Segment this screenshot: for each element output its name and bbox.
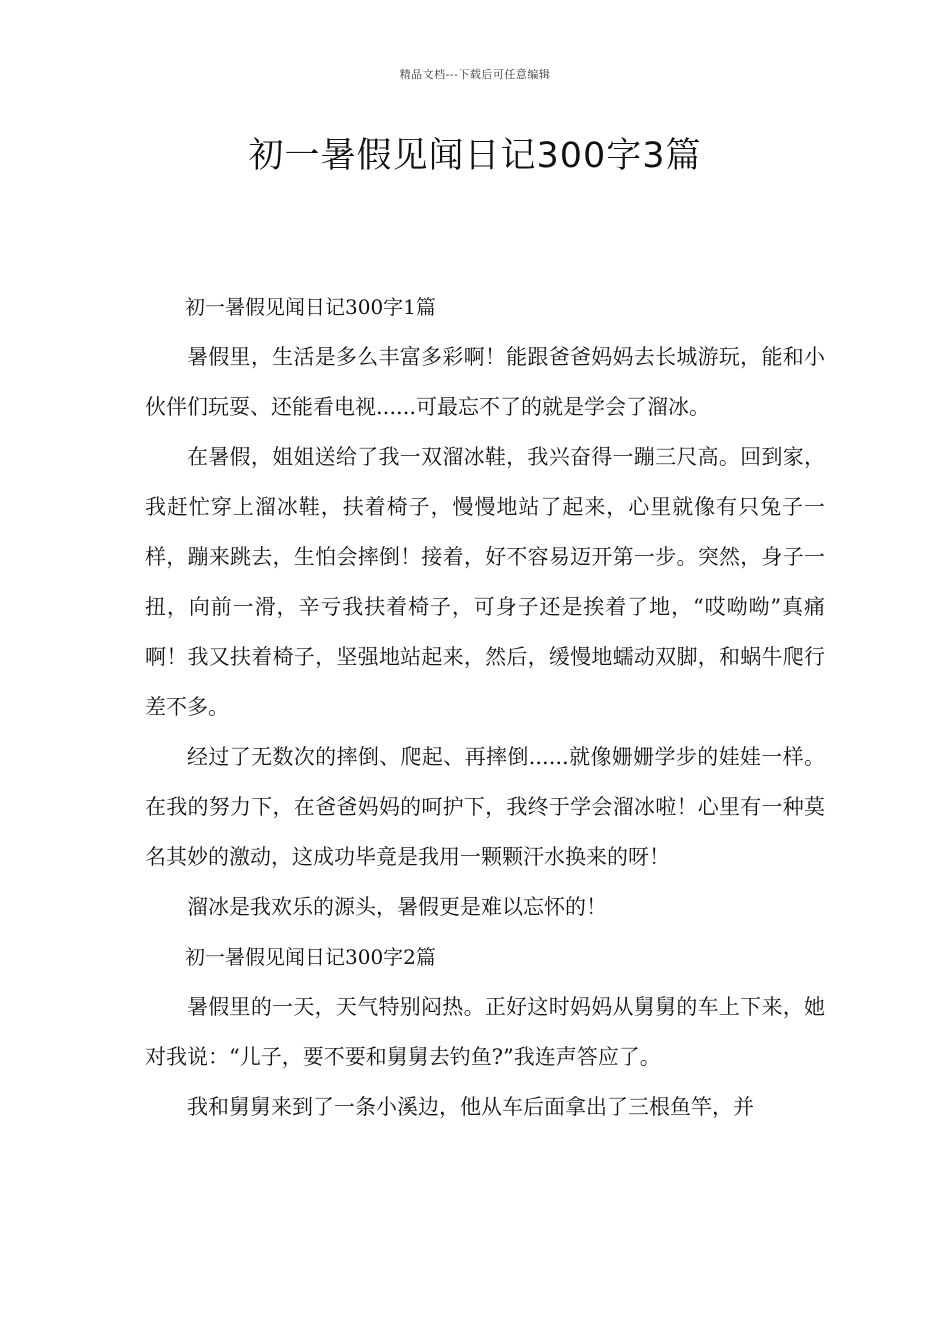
header-note: 精品文档---下载后可任意编辑 [399,68,551,81]
paragraph: 在暑假，姐姐送给了我一双溜冰鞋，我兴奋得一蹦三尺高。回到家，我赶忙穿上溜冰鞋，扶着椅子，慢慢地站了起来，心里就像有只兔子一样，蹦来跳去，生怕会摔倒！接着，好不容易迈开第一步。突然，身子一扭，向前一滑，辛亏我扶着椅子，可身子还是挨着了地，“哎呦呦”真痛啊！我又扶着椅子，坚强地站起来，然后，缓慢地蠕动双脚，和蜗牛爬行差不多。 [145,445,825,719]
page-title: 初一暑假见闻日记300字3篇 [248,136,702,176]
document-body [145,282,825,1132]
paragraph: 溜冰是我欢乐的源头，暑假更是难以忘怀的！ [187,895,607,919]
paragraph: 暑假里的一天，天气特别闷热。正好这时妈妈从舅舅的车上下来，她对我说：“儿子，要不要和舅舅去钓鱼?”我连声答应了。 [145,995,825,1069]
paragraph: 经过了无数次的摔倒、爬起、再摔倒......就像姗姗学步的娃娃一样。在我的努力下，在爸爸妈妈的呵护下，我终于学会溜冰啦！心里有一种莫名其妙的激动，这成功毕竟是我用一颗颗汗水换来的呀！ [145,745,825,869]
paragraph: 暑假里，生活是多么丰富多彩啊！能跟爸爸妈妈去长城游玩，能和小伙伴们玩耍、还能看电视......可最忘不了的就是学会了溜冰。 [145,345,825,419]
section-heading-1: 初一暑假见闻日记300字1篇 [185,295,436,319]
paragraph: 我和舅舅来到了一条小溪边，他从车后面拿出了三根鱼竿，并 [187,1095,754,1119]
section-heading-2: 初一暑假见闻日记300字2篇 [185,945,436,969]
